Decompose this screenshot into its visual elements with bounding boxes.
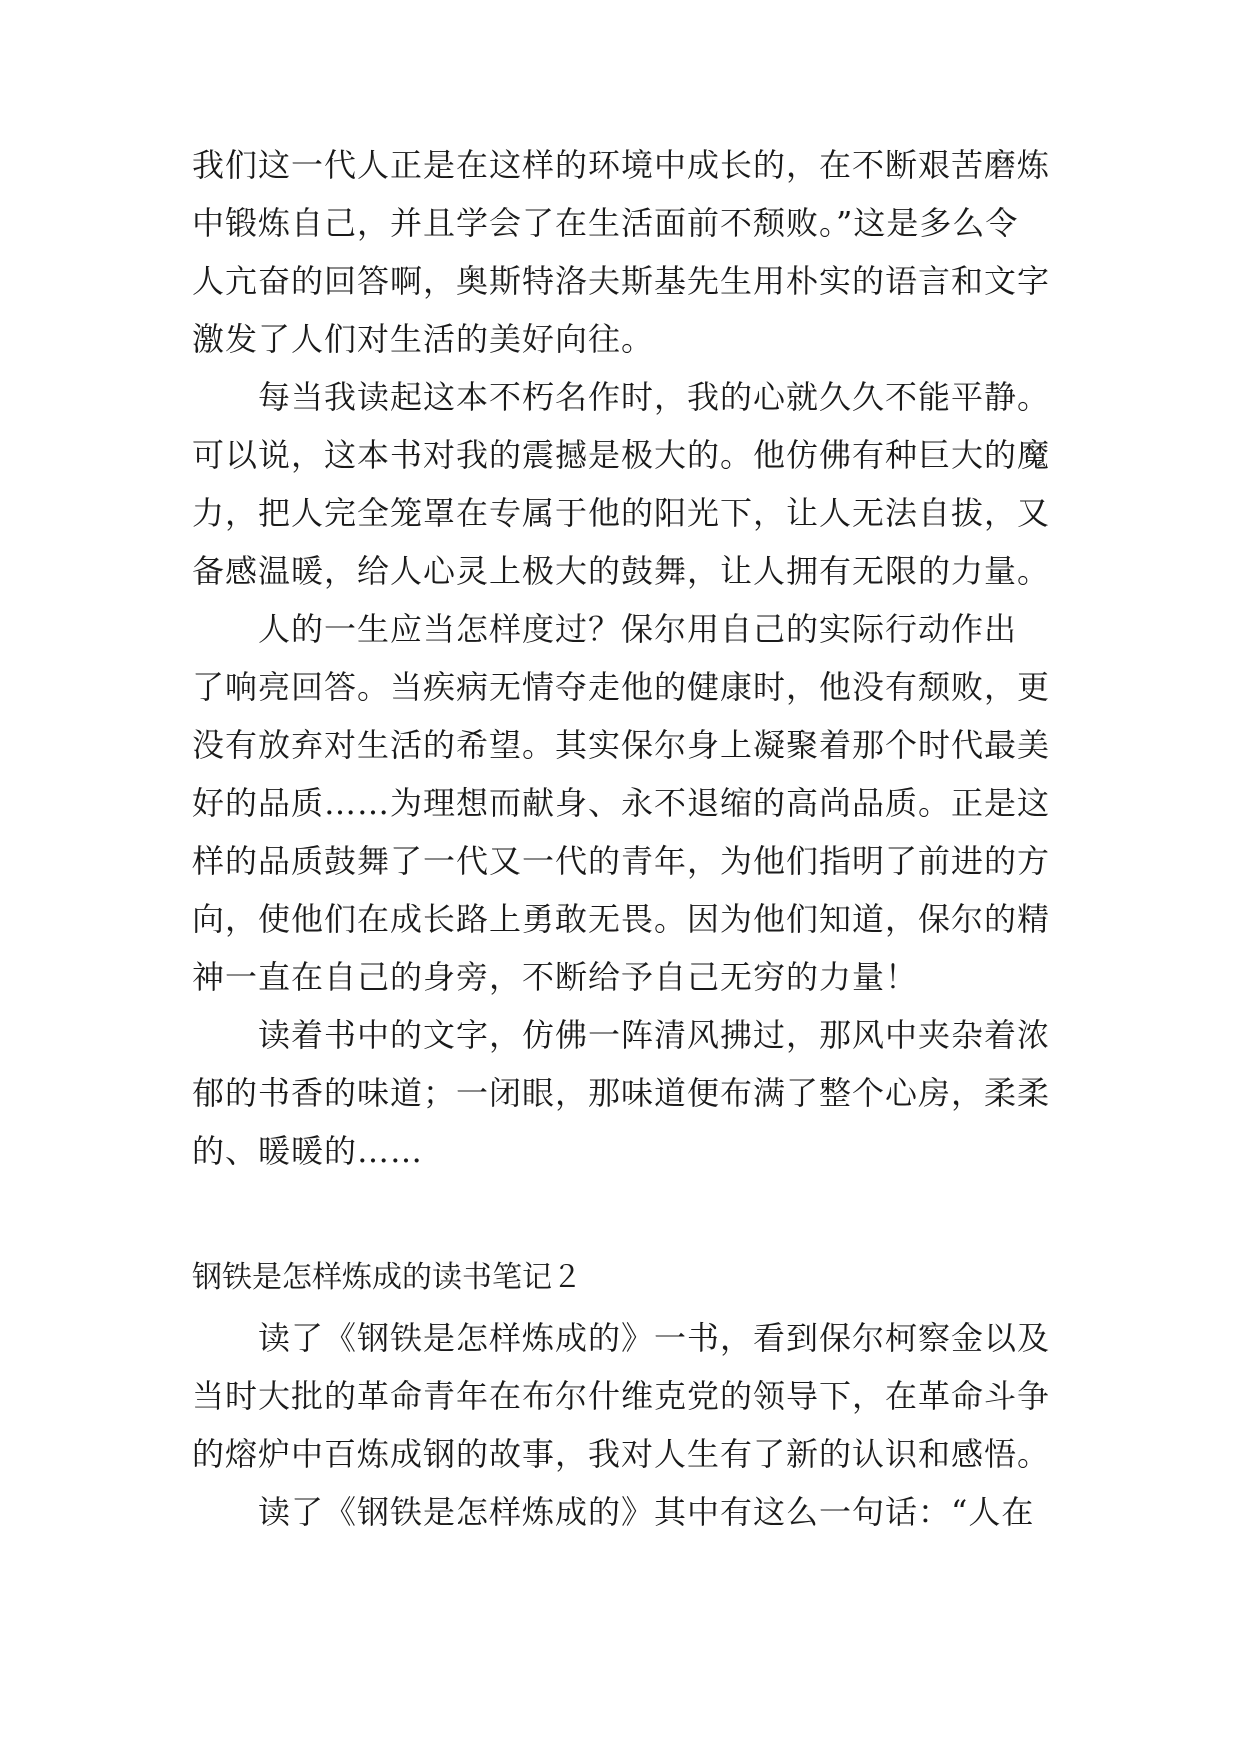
- paragraph-line: 样的品质鼓舞了一代又一代的青年，为他们指明了前进的方: [192, 842, 1051, 880]
- paragraph-line: 备感温暖，给人心灵上极大的鼓舞，让人拥有无限的力量。: [192, 552, 1051, 590]
- paragraph-line: 的熔炉中百炼成钢的故事，我对人生有了新的认识和感悟。: [192, 1435, 1051, 1473]
- paragraph-line: 人的一生应当怎样度过？保尔用自己的实际行动作出: [192, 610, 1018, 648]
- paragraph-line: 当时大批的革命青年在布尔什维克党的领导下，在革命斗争: [192, 1377, 1051, 1415]
- paragraph-line: 我们这一代人正是在这样的环境中成长的，在不断艰苦磨炼: [192, 146, 1051, 184]
- paragraph-line: 神一直在自己的身旁，不断给予自己无穷的力量！: [192, 958, 919, 996]
- paragraph-line: 读了《钢铁是怎样炼成的》一书，看到保尔柯察金以及: [192, 1319, 1051, 1357]
- paragraph-line: 没有放弃对生活的希望。其实保尔身上凝聚着那个时代最美: [192, 726, 1051, 764]
- paragraph-line: 可以说，这本书对我的震撼是极大的。他仿佛有种巨大的魔: [192, 436, 1051, 474]
- paragraph-line: 人亢奋的回答啊，奥斯特洛夫斯基先生用朴实的语言和文字: [192, 262, 1051, 300]
- paragraph-line: 的、暖暖的……: [192, 1132, 424, 1170]
- paragraph-line: 读着书中的文字，仿佛一阵清风拂过，那风中夹杂着浓: [192, 1016, 1051, 1054]
- paragraph-line: 了响亮回答。当疾病无情夺走他的健康时，他没有颓败，更: [192, 668, 1051, 706]
- paragraph-line: 激发了人们对生活的美好向往。: [192, 320, 655, 358]
- paragraph-line: 中锻炼自己，并且学会了在生活面前不颓败。”这是多么令: [192, 204, 1019, 242]
- paragraph-line: 向，使他们在成长路上勇敢无畏。因为他们知道，保尔的精: [192, 900, 1051, 938]
- paragraph-line: 好的品质……为理想而献身、永不退缩的高尚品质。正是这: [192, 784, 1051, 822]
- section-title: 钢铁是怎样炼成的读书笔记２: [192, 1260, 582, 1295]
- paragraph-line: 力，把人完全笼罩在专属于他的阳光下，让人无法自拔，又: [192, 494, 1051, 532]
- paragraph-line: 每当我读起这本不朽名作时，我的心就久久不能平静。: [192, 378, 1051, 416]
- paragraph-line: 读了《钢铁是怎样炼成的》其中有这么一句话：“人在: [192, 1493, 1035, 1531]
- paragraph-line: 郁的书香的味道；一闭眼，那味道便布满了整个心房，柔柔: [192, 1074, 1051, 1112]
